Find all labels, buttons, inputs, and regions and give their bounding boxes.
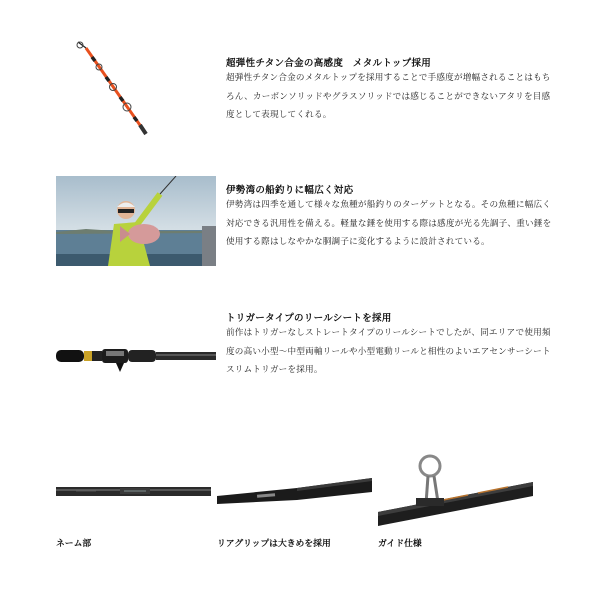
rear-grip-image (217, 466, 372, 516)
guide-image (378, 452, 533, 532)
caption-rear-grip: リアグリップは大きめを採用 (217, 539, 331, 549)
section-1-title: 超弾性チタン合金の高感度 メタルトップ採用 (226, 58, 432, 69)
angler-photo (56, 176, 216, 266)
section-2-title: 伊勢湾の船釣りに幅広く対応 (226, 185, 354, 196)
metal-top-image (56, 40, 216, 140)
section-1-body: 超弾性チタン合金のメタルトップを採用することで手感度が増幅されることはもちろん、カーボンソリッドやグラスソリッドでは感じることができないアタリを目感度として表現してくれる。 (226, 73, 551, 120)
section-3-body: 前作はトリガーなしストレートタイプのリールシートでしたが、同エリアで使用頻度の高い小型～中型両軸リールや小型電動リールと相性のよいエアセンサーシートスリムトリガーを採用。 (226, 328, 551, 375)
section-3-title: トリガータイプのリールシートを採用 (226, 313, 392, 324)
caption-name-section: ネーム部 (56, 539, 92, 549)
caption-guide: ガイド仕様 (378, 539, 422, 549)
reel-seat-image (56, 336, 216, 376)
section-2-body: 伊勢湾は四季を通して様々な魚種が船釣りのターゲットとなる。その魚種に幅広く対応できる汎用性を備える。軽量な錘を使用する際は感度が光る先調子、重い錘を使用する際はしなやかな胴調子に変化するように設計されている。 (226, 200, 552, 247)
name-section-image (56, 472, 211, 512)
